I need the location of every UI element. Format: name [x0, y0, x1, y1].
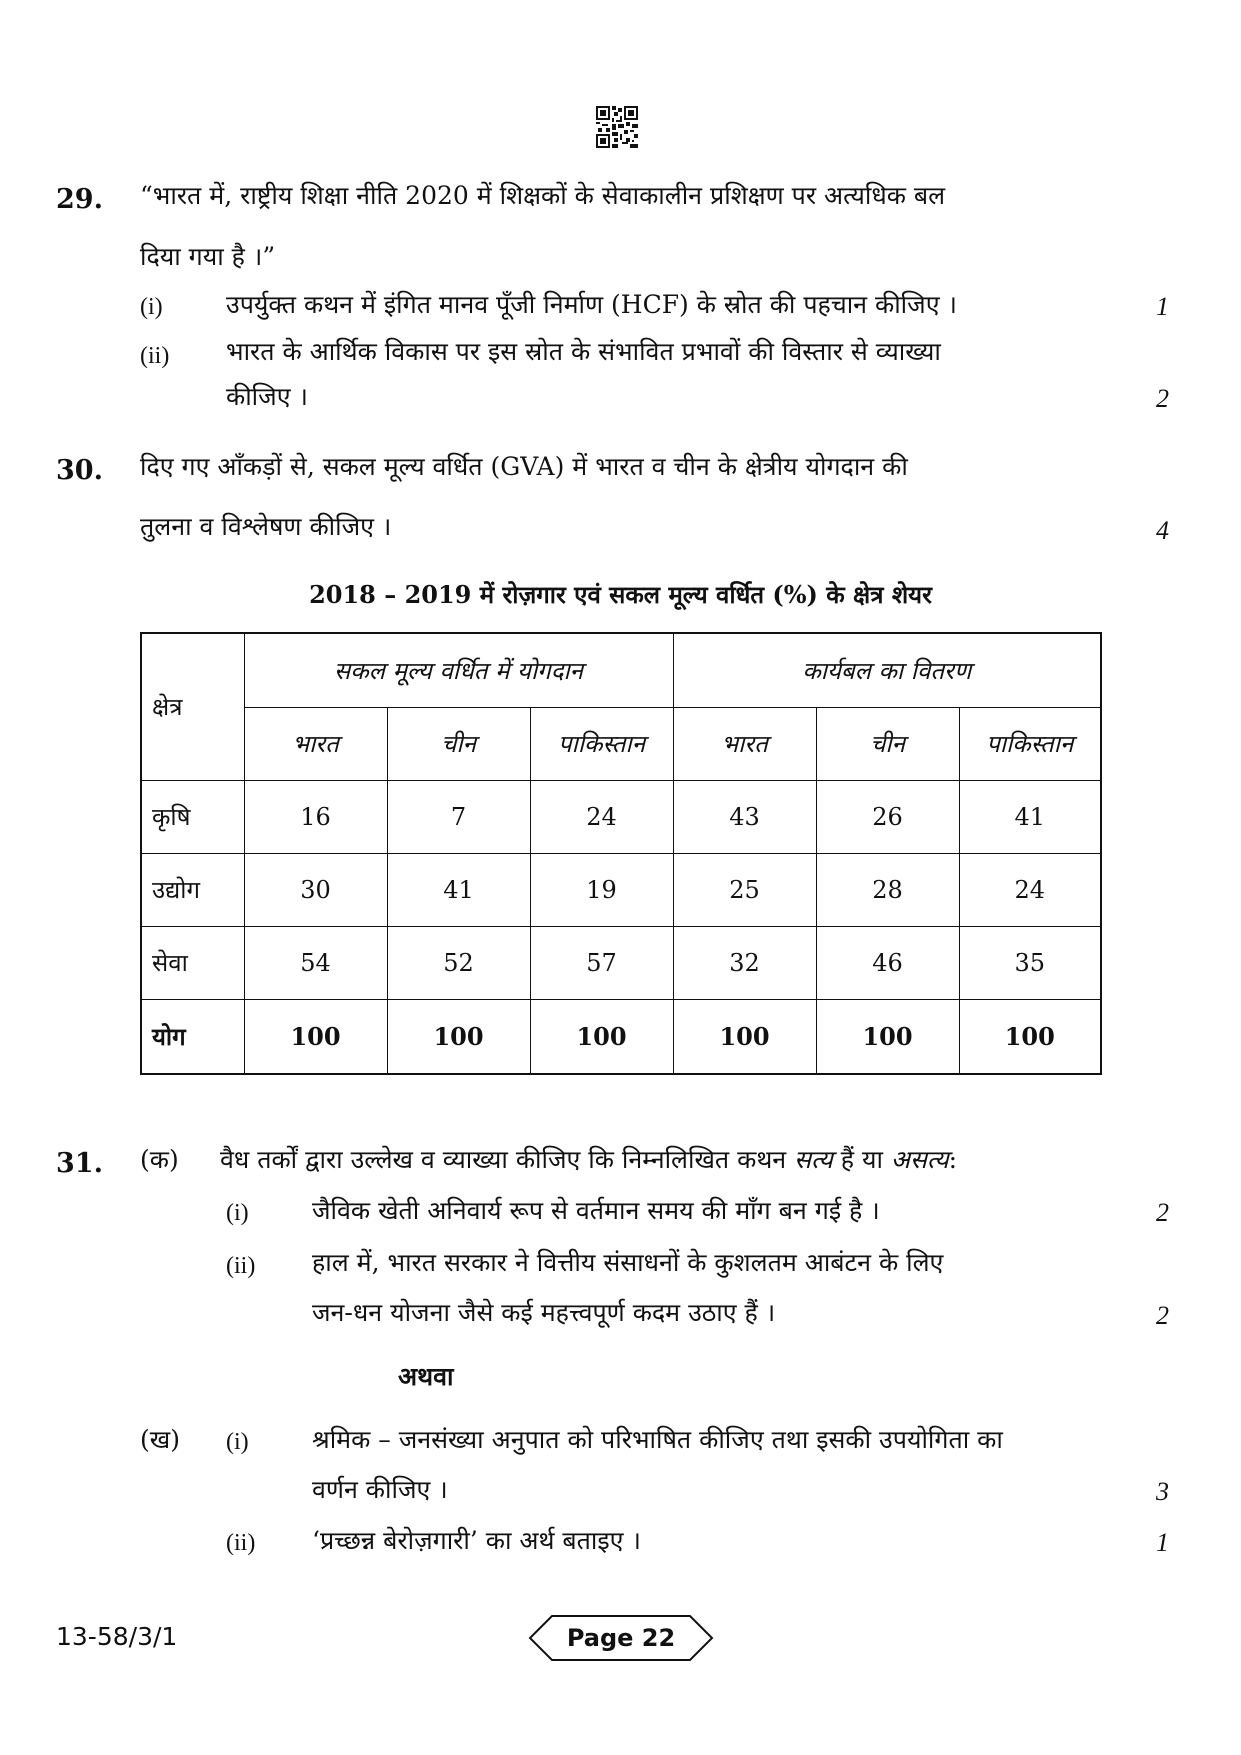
table-cell: 41 — [959, 780, 1101, 853]
table-cell: 100 — [959, 999, 1101, 1074]
question-text-part: वैध तर्कों द्वारा उल्लेख व व्याख्या कीजिए कि निम्नलिखित कथन — [220, 1145, 787, 1174]
or-separator: अथवा — [398, 1362, 454, 1391]
country-header: पाकिस्तान — [530, 707, 673, 780]
true-word: सत्य — [794, 1145, 833, 1174]
question-number: 30. — [56, 455, 103, 486]
part-text: ‘प्रच्छन्न बेरोज़गारी’ का अर्थ बताइए । — [312, 1526, 641, 1555]
country-header: चीन — [816, 707, 959, 780]
table-cell: 19 — [530, 853, 673, 926]
marks: 2 — [1156, 1198, 1169, 1227]
table-cell: 54 — [244, 926, 387, 999]
part-text: उपर्युक्त कथन में इंगित मानव पूँजी निर्माण (HCF) के स्रोत की पहचान कीजिए । — [226, 290, 957, 319]
part-text: भारत के आर्थिक विकास पर इस स्रोत के संभावित प्रभावों की विस्तार से व्याख्या — [226, 337, 941, 366]
sector-cell: सेवा — [141, 926, 244, 999]
country-header: चीन — [387, 707, 530, 780]
table-cell: 32 — [673, 926, 816, 999]
table-cell: 46 — [816, 926, 959, 999]
country-header: भारत — [673, 707, 816, 780]
table-total-row — [141, 999, 1101, 1074]
table-cell: 16 — [244, 780, 387, 853]
question-text: “भारत में, राष्ट्रीय शिक्षा नीति 2020 में शिक्षकों के सेवाकालीन प्रशिक्षण पर अत्यधिक बल — [140, 181, 946, 210]
table-subheader-row — [141, 707, 1101, 780]
table-cell: 24 — [530, 780, 673, 853]
page-number: Page 22 — [566, 1624, 676, 1652]
part-label: (i) — [140, 294, 163, 320]
part-text: श्रमिक – जनसंख्या अनुपात को परिभाषित कीजिए तथा इसकी उपयोगिता का — [312, 1425, 1003, 1454]
question-text — [220, 1145, 957, 1175]
table-cell: 30 — [244, 853, 387, 926]
table-cell: 100 — [244, 999, 387, 1074]
marks: 2 — [1156, 1301, 1169, 1330]
part-text: हाल में, भारत सरकार ने वित्तीय संसाधनों के कुशलतम आबंटन के लिए — [312, 1248, 944, 1277]
table-cell: 41 — [387, 853, 530, 926]
marks: 1 — [1156, 1528, 1169, 1557]
marks: 2 — [1156, 384, 1169, 413]
sector-cell: कृषि — [141, 780, 244, 853]
false-word: असत्य — [890, 1145, 949, 1174]
question-text: तुलना व विश्लेषण कीजिए । — [140, 512, 392, 541]
table-row — [141, 853, 1101, 926]
table-cell: 52 — [387, 926, 530, 999]
question-text-part: हैं या — [840, 1145, 883, 1174]
part-label: (ii) — [140, 343, 170, 369]
table-cell: 100 — [673, 999, 816, 1074]
sector-cell: उद्योग — [141, 853, 244, 926]
part-label: (ii) — [226, 1253, 256, 1279]
marks: 1 — [1156, 292, 1169, 321]
table-cell: 7 — [387, 780, 530, 853]
country-header: भारत — [244, 707, 387, 780]
country-header: पाकिस्तान — [959, 707, 1101, 780]
table-cell: 28 — [816, 853, 959, 926]
page-number-badge — [528, 1614, 714, 1662]
table-cell: 100 — [816, 999, 959, 1074]
table-cell: 100 — [387, 999, 530, 1074]
marks: 4 — [1156, 516, 1169, 545]
paper-code: 13-58/3/1 — [56, 1622, 178, 1651]
question-text: दिए गए आँकड़ों से, सकल मूल्य वर्धित (GVA) में भारत व चीन के क्षेत्रीय योगदान की — [140, 452, 908, 481]
table-cell: 100 — [530, 999, 673, 1074]
question-text-part: : — [948, 1145, 958, 1174]
sector-share-table — [140, 632, 1102, 1075]
part-label: (i) — [226, 1429, 249, 1455]
gva-group-header: सकल मूल्य वर्धित में योगदान — [244, 633, 673, 707]
question-number: 31. — [56, 1148, 103, 1179]
part-label: (ii) — [226, 1530, 256, 1556]
part-text: जैविक खेती अनिवार्य रूप से वर्तमान समय की माँग बन गई है । — [312, 1196, 880, 1225]
sector-cell: योग — [141, 999, 244, 1074]
table-cell: 24 — [959, 853, 1101, 926]
part-label: (i) — [226, 1200, 249, 1226]
part-text: कीजिए । — [226, 382, 308, 411]
sector-header: क्षेत्र — [141, 633, 244, 780]
part-label: (क) — [140, 1145, 179, 1174]
table-cell: 26 — [816, 780, 959, 853]
part-text: जन-धन योजना जैसे कई महत्त्वपूर्ण कदम उठाए हैं । — [312, 1298, 776, 1327]
table-cell: 35 — [959, 926, 1101, 999]
table-row — [141, 926, 1101, 999]
part-text: वर्णन कीजिए । — [312, 1475, 448, 1504]
marks: 3 — [1156, 1477, 1169, 1506]
part-label: (ख) — [140, 1425, 180, 1454]
table-cell: 25 — [673, 853, 816, 926]
qr-code-icon — [596, 106, 638, 148]
question-number: 29. — [56, 184, 103, 215]
table-header-row — [141, 633, 1101, 707]
table-cell: 57 — [530, 926, 673, 999]
question-text: दिया गया है ।” — [140, 242, 276, 271]
workforce-group-header: कार्यबल का वितरण — [673, 633, 1101, 707]
table-cell: 43 — [673, 780, 816, 853]
table-row — [141, 780, 1101, 853]
table-title: 2018 – 2019 में रोज़गार एवं सकल मूल्य वर्धित (%) के क्षेत्र शेयर — [309, 580, 932, 609]
